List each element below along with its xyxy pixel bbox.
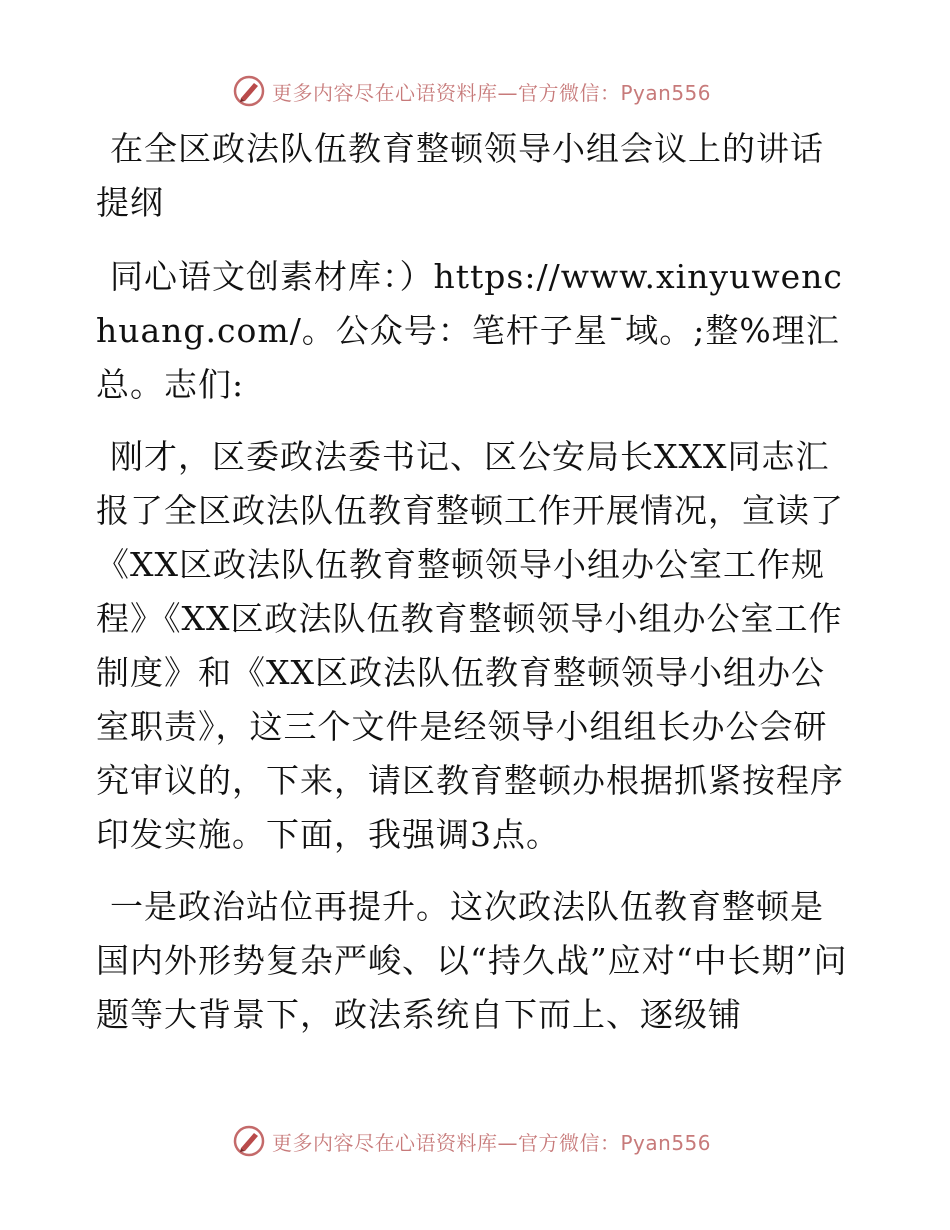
source-line: 同心语文创素材库：）https://www.xinyuwenchuang.com/。公众号：笔杆子星¯域。;整%理汇总。志们: [96, 257, 843, 404]
watermark-text: 更多内容尽在心语资料库—官方微信：Pyan556 [272, 1130, 712, 1155]
pen-logo-icon [232, 74, 266, 108]
paragraph-1: 刚才，区委政法委书记、区公安局长XXX同志汇报了全区政法队伍教育整顿工作开展情况，宣读了《XX区政法队伍教育整顿领导小组办公室工作规程》《XX区政法队伍教育整顿领导小组办公室工作制度》和《XX区政法队伍教育整顿领导小组办公室职责》，这三个文件是经领导小组组长办公会研究审议的，下来，请区教育整顿办根据抓紧按程序印发实施。下面，我强调3点。 [96, 437, 844, 854]
document-title: 在全区政法队伍教育整顿领导小组会议上的讲话提纲 [96, 129, 824, 222]
paragraph-2: 一是政治站位再提升。这次政法队伍教育整顿是国内外形势复杂严峻、以“持久战”应对“中长期”问题等大背景下，政法系统自下而上、逐级铺 [96, 887, 848, 1034]
watermark-text: 更多内容尽在心语资料库—官方微信：Pyan556 [272, 80, 712, 105]
document-body [96, 122, 856, 1042]
pen-logo-icon [232, 1124, 266, 1158]
footer-watermark [232, 1122, 752, 1160]
header-watermark [232, 72, 752, 110]
